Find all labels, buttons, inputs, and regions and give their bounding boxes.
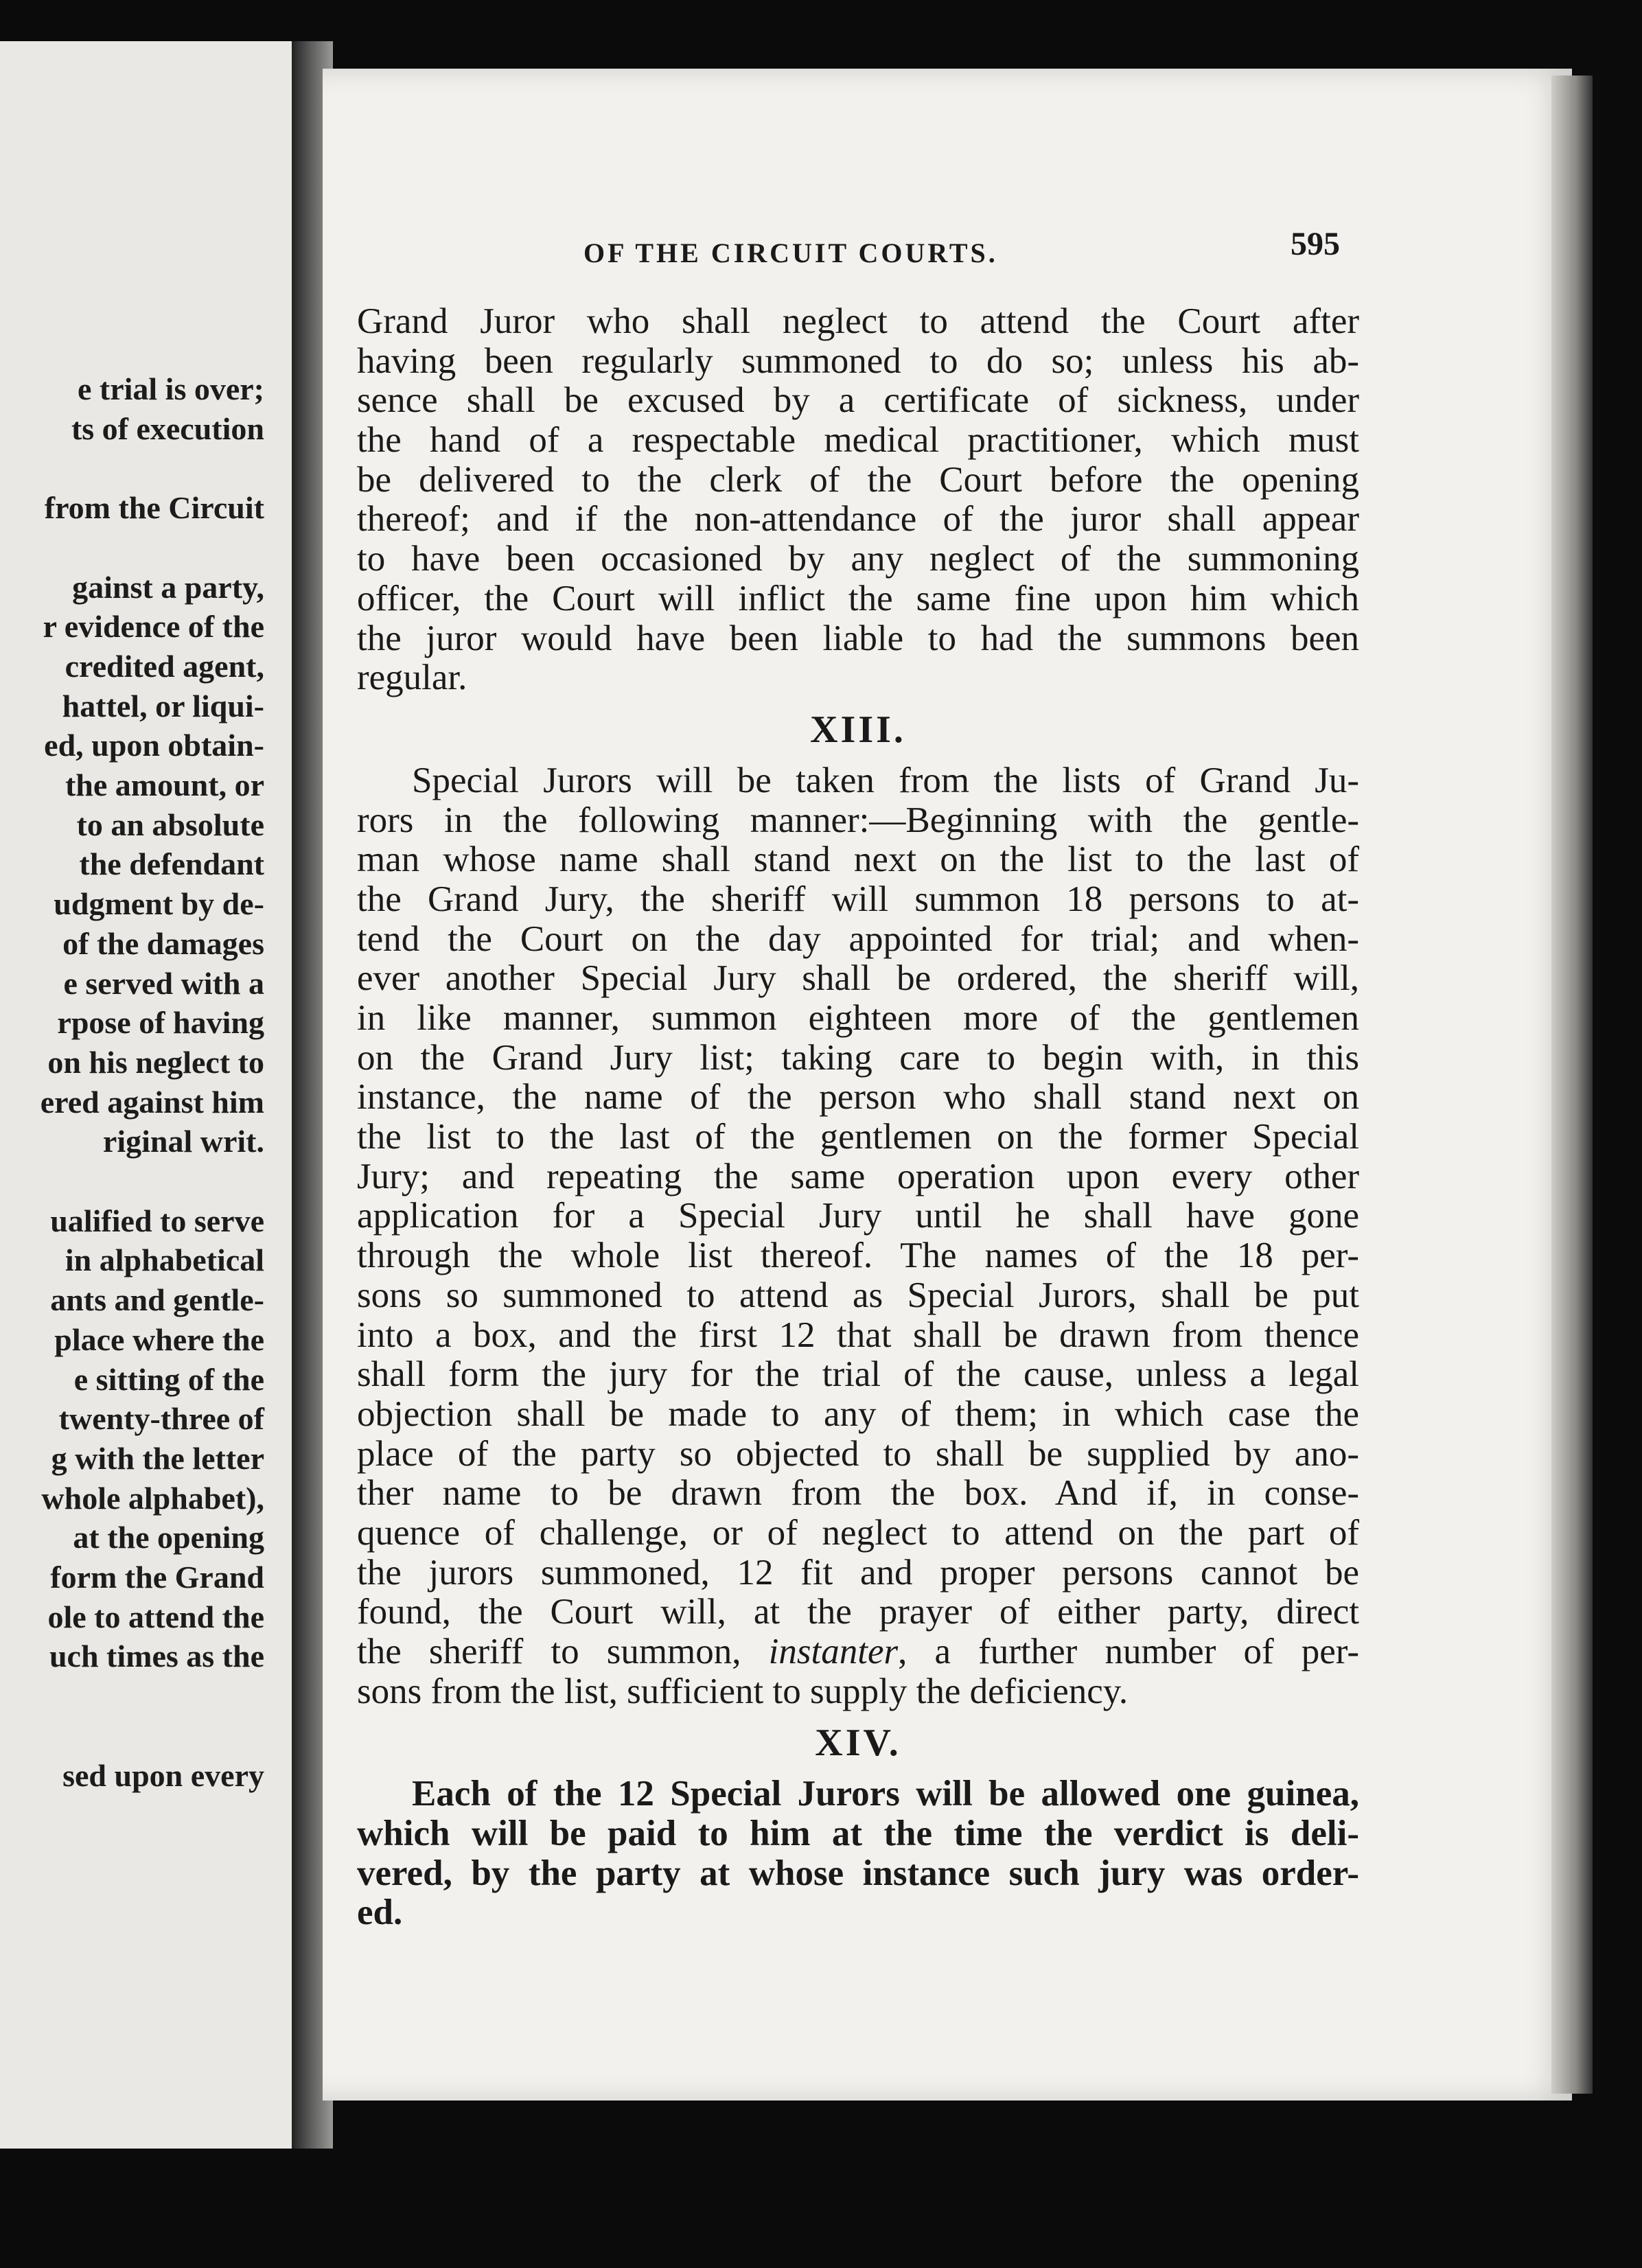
body-text [357, 302, 1359, 1933]
text-line: through the whole list thereof. The names of the 18 per- [357, 1236, 1359, 1276]
text-line: which will be paid to him at the time the verdict is deli- [357, 1814, 1359, 1854]
left-page-text-fragment: twenty-three of [58, 1401, 264, 1437]
paragraph-special-jurors [357, 761, 1359, 1712]
left-page-text-fragment: of the damages [62, 925, 264, 961]
text-line: sons so summoned to attend as Special Jurors, shall be put [357, 1275, 1359, 1315]
text-line: the hand of a respectable medical practitioner, which must [357, 420, 1359, 461]
page-edge [1551, 76, 1593, 2094]
left-page-text-fragment: e trial is over; [77, 371, 264, 406]
text-line: into a box, and the first 12 that shall be drawn from thence [357, 1315, 1359, 1355]
text-line: regular. [357, 658, 467, 698]
running-head: OF THE CIRCUIT COURTS. [583, 238, 998, 268]
page-number: 595 [1291, 226, 1340, 262]
left-page-text-fragment: in alphabetical [65, 1242, 264, 1278]
section-heading-xiii: XIII. [810, 708, 906, 751]
text-line: instance, the name of the person who shall stand next on [357, 1077, 1359, 1118]
text-line: the juror would have been liable to had the summons been [357, 618, 1359, 658]
text-line: Special Jurors will be taken from the lists of Grand Ju- [412, 760, 1359, 800]
text-line: shall form the jury for the trial of the cause, unless a legal [357, 1354, 1359, 1395]
paragraph-juror-allowance [357, 1774, 1359, 1933]
left-page-text-fragment: to an absolute [76, 807, 264, 842]
paragraph-grand-juror-fine [357, 302, 1359, 698]
text-line: ther name to be drawn from the box. And if, in conse- [357, 1473, 1359, 1514]
left-page-text-fragment: ts of execution [71, 410, 264, 446]
text-line: found, the Court will, at the prayer of either party, direct [357, 1592, 1359, 1632]
left-page-text-fragment: g with the letter [51, 1440, 264, 1476]
text-line: application for a Special Jury until he shall have gone [357, 1196, 1359, 1236]
text-line: Each of the 12 Special Jurors will be allowed one guinea, [412, 1774, 1359, 1814]
left-page-text-fragment: whole alphabet), [41, 1480, 264, 1516]
left-page-text-fragment: uch times as the [49, 1639, 264, 1674]
left-page-text-fragment: udgment by de- [54, 886, 264, 922]
text-line: thereof; and if the non-attendance of the juror shall appear [357, 499, 1359, 540]
section-heading-xiv: XIV. [815, 1722, 901, 1765]
left-page-text-fragment: r evidence of the [43, 609, 264, 645]
text-line: to have been occasioned by any neglect of the summoning [357, 539, 1359, 579]
left-page-text-fragment: sed upon every [62, 1757, 264, 1793]
text-segment: , a further number of per- [898, 1632, 1359, 1671]
left-page-text-fragment: from the Circuit [44, 490, 264, 526]
left-page-text-fragment: rpose of having [57, 1005, 264, 1041]
left-page-text-fragment: place where the [54, 1321, 264, 1357]
italic-word: instanter [768, 1632, 899, 1671]
left-page-text-fragment: riginal writ. [102, 1124, 264, 1159]
left-page-text-fragment: credited agent, [65, 648, 264, 684]
left-page-text-fragment: hattel, or liqui- [62, 688, 264, 724]
left-page-text-fragment: ants and gentle- [50, 1282, 264, 1318]
text-line: objection shall be made to any of them; in which case the [357, 1393, 1359, 1434]
text-line: Grand Juror who shall neglect to attend the Court after [357, 301, 1359, 341]
text-segment: the sheriff to summon, [357, 1632, 741, 1671]
left-page-text-fragment: e sitting of the [73, 1361, 264, 1397]
text-line: having been regularly summoned to do so; unless his ab- [357, 340, 1359, 381]
text-line: in like manner, summon eighteen more of the gentlemen [357, 998, 1359, 1038]
text-line: sence shall be excused by a certificate of sickness, under [357, 380, 1359, 421]
text-line: ever another Special Jury shall be ordered, the sheriff will, [357, 958, 1359, 999]
left-page-text-fragment: ered against him [40, 1084, 264, 1120]
text-line: sons from the list, sufficient to supply the deficiency. [357, 1671, 1129, 1711]
text-line: place of the party so objected to shall be supplied by ano- [357, 1433, 1359, 1474]
text-line: man whose name shall stand next on the list to the last of [357, 840, 1359, 880]
text-line: rors in the following manner:—Beginning with the gentle- [357, 800, 1359, 840]
text-line-with-italic [357, 1632, 1359, 1672]
left-page-text-fragment: ualified to serve [50, 1203, 264, 1238]
text-line: vered, by the party at whose instance such jury was order- [357, 1853, 1359, 1893]
left-page-text-fragment: ed, upon obtain- [44, 728, 264, 763]
text-line: tend the Court on the day appointed for trial; and when- [357, 918, 1359, 959]
text-line: the Grand Jury, the sheriff will summon 18 persons to at- [357, 879, 1359, 919]
left-page-text-fragment: e served with a [63, 965, 264, 1001]
left-page-text-fragment: the amount, or [65, 767, 264, 802]
text-line: the jurors summoned, 12 fit and proper persons cannot be [357, 1552, 1359, 1593]
left-page-text-fragment: form the Grand [50, 1560, 264, 1595]
text-line: ed. [357, 1893, 403, 1933]
left-facing-page [0, 41, 292, 2149]
text-line: Jury; and repeating the same operation upon every other [357, 1156, 1359, 1196]
left-page-text-fragment: the defendant [79, 846, 264, 882]
left-page-text-fragment: on his neglect to [47, 1044, 264, 1080]
left-page-text-fragment: at the opening [73, 1520, 264, 1555]
text-line: officer, the Court will inflict the same fine upon him which [357, 578, 1359, 618]
text-line: quence of challenge, or of neglect to attend on the part of [357, 1512, 1359, 1553]
text-line: the list to the last of the gentlemen on the former Special [357, 1117, 1359, 1157]
left-page-text-fragment: ole to attend the [47, 1599, 264, 1634]
left-page-text-fragment: gainst a party, [72, 569, 264, 605]
text-line: on the Grand Jury list; taking care to begin with, in this [357, 1037, 1359, 1078]
text-line: be delivered to the clerk of the Court before the opening [357, 459, 1359, 500]
